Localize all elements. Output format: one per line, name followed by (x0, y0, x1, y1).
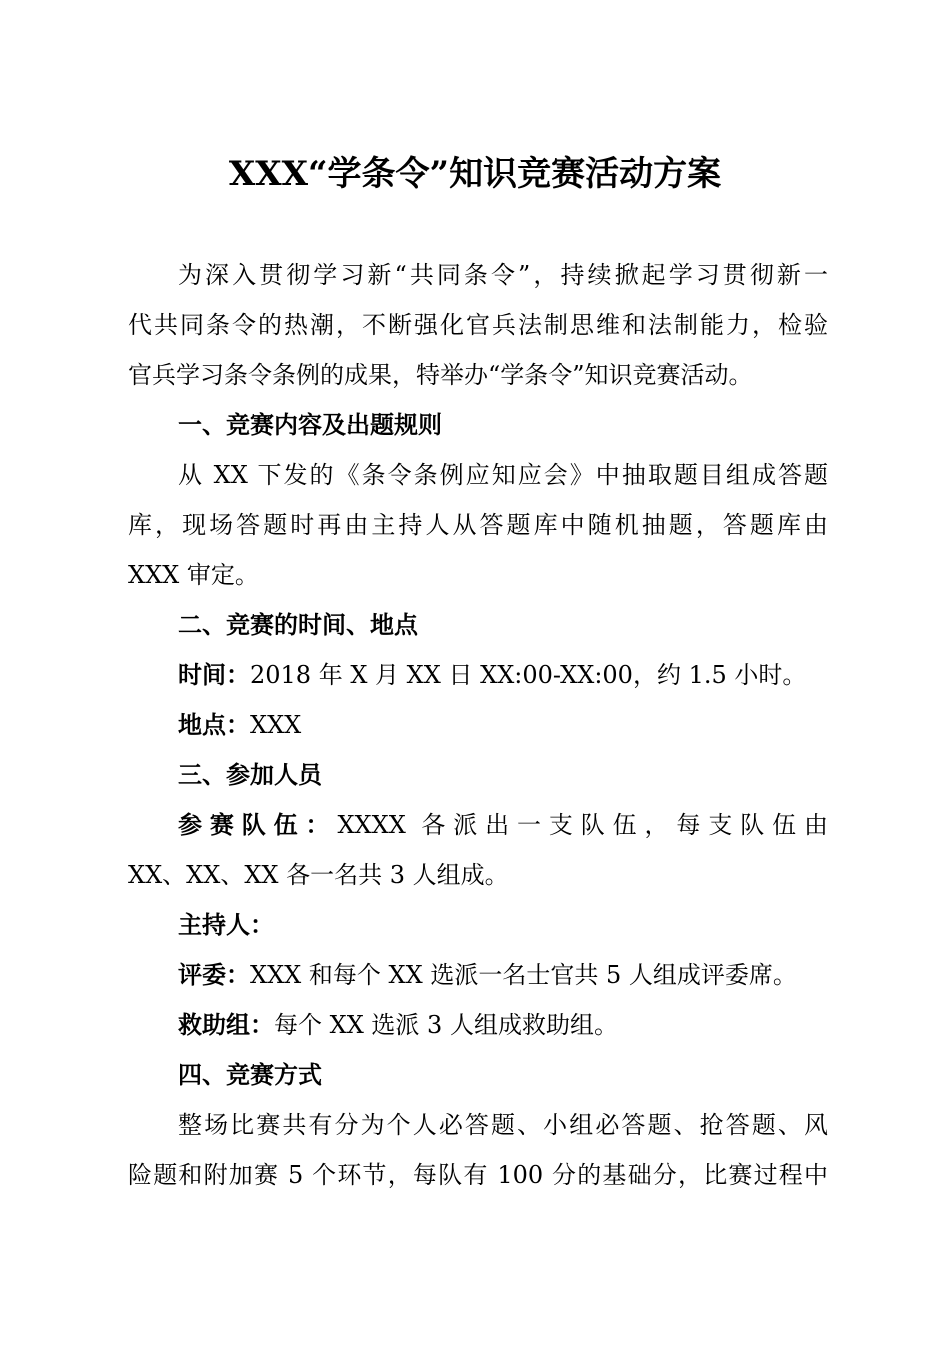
host-label: 主持人： (178, 910, 274, 939)
teams-value-1: XXXX 各派出一支队伍，每支队伍由 (337, 811, 828, 839)
place-label: 地点： (178, 710, 250, 739)
place-row (178, 700, 828, 750)
place-value: XXX (250, 711, 302, 739)
judges-label: 评委： (178, 960, 250, 989)
rescue-row (178, 1000, 828, 1050)
section1-heading: 一、竞赛内容及出题规则 (178, 410, 442, 439)
rescue-label: 救助组： (178, 1010, 274, 1039)
intro-line-2: 代共同条令的热潮，不断强化官兵法制思维和法制能力，检验 (128, 311, 828, 339)
teams-label: 参赛队伍： (178, 810, 338, 839)
intro-line-1: 为深入贯彻学习新“共同条令”，持续掀起学习贯彻新一 (178, 261, 828, 289)
rescue-value: 每个 XX 选派 3 人组成救助组。 (274, 1011, 618, 1039)
intro-line-3: 官兵学习条令条例的成果，特举办“学条令”知识竞赛活动。 (128, 361, 753, 389)
section1-line-1: 从 XX 下发的《条令条例应知应会》中抽取题目组成答题 (178, 461, 828, 489)
document-title: XXX“学条令”知识竞赛活动方案 (228, 154, 722, 194)
time-value: 2018 年 X 月 XX 日 XX:00-XX:00，约 1.5 小时。 (250, 661, 807, 689)
teams-row (178, 800, 828, 850)
judges-row (178, 950, 828, 1000)
section1-line-2: 库，现场答题时再由主持人从答题库中随机抽题，答题库由 (128, 511, 828, 539)
section4-line-2: 险题和附加赛 5 个环节，每队有 100 分的基础分，比赛过程中 (128, 1161, 828, 1189)
section1-line-3: XXX 审定。 (128, 561, 259, 589)
section4-heading: 四、竞赛方式 (178, 1060, 322, 1089)
time-label: 时间： (178, 660, 250, 689)
section2-heading: 二、竞赛的时间、地点 (178, 610, 418, 639)
section4-line-1: 整场比赛共有分为个人必答题、小组必答题、抢答题、风 (178, 1111, 828, 1139)
teams-value-2: XX、XX、XX 各一名共 3 人组成。 (128, 861, 509, 889)
judges-value: XXX 和每个 XX 选派一名士官共 5 人组成评委席。 (250, 961, 797, 989)
section3-heading: 三、参加人员 (178, 760, 322, 789)
time-row (178, 650, 828, 700)
